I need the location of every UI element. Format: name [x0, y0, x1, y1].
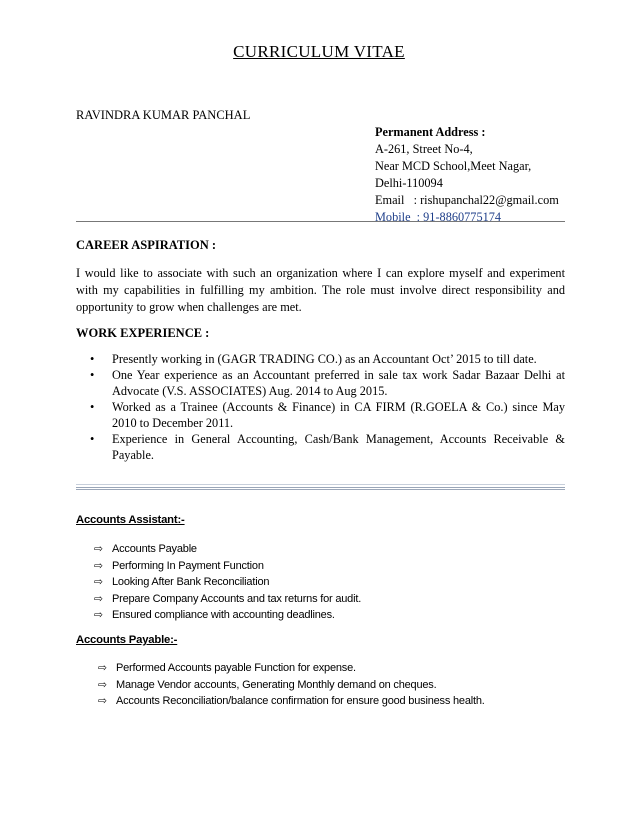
address-line-1: A-261, Street No-4,: [375, 142, 473, 156]
right-arrow-icon: ⇨: [98, 662, 107, 674]
divider-shadow: [76, 484, 565, 485]
list-item: ⇨ Manage Vendor accounts, Generating Monthly demand on cheques.: [98, 677, 485, 694]
payable-list: [98, 660, 485, 710]
list-item: ⇨ Ensured compliance with accounting deadlines.: [94, 607, 361, 624]
list-item: ⇨ Looking After Bank Reconciliation: [94, 574, 361, 591]
career-heading: CAREER ASPIRATION :: [76, 238, 217, 252]
bullet-dot-icon: •: [90, 368, 95, 382]
work-list: [76, 351, 565, 463]
bullet-dot-icon: •: [90, 352, 95, 366]
right-arrow-icon: ⇨: [94, 559, 103, 572]
right-arrow-icon: ⇨: [94, 592, 103, 605]
assistant-heading: Accounts Assistant:-: [76, 514, 185, 526]
divider-middle: [76, 487, 565, 490]
assistant-list: [94, 541, 361, 624]
bullet-dot-icon: •: [90, 432, 95, 446]
career-text: I would like to associate with such an organization where I can explore myself and experiment with my capabilities in fulfilling my ambition. The role must involve direct responsibility and opportunity to grow when challenges are met.: [76, 266, 565, 314]
right-arrow-icon: ⇨: [98, 695, 107, 707]
page-title: CURRICULUM VITAE: [233, 42, 405, 61]
work-item: • Worked as a Trainee (Accounts & Finance) in CA FIRM (R.GOELA & Co.) since May 2010 to December 2011.: [90, 400, 565, 430]
mobile-line: Mobile : 91-8860775174: [375, 210, 502, 224]
email-line: Email : rishupanchal22@gmail.com: [375, 193, 559, 207]
list-item: ⇨ Performing In Payment Function: [94, 558, 361, 575]
address-block: [375, 124, 559, 226]
work-item: • One Year experience as an Accountant preferred in sale tax work Sadar Bazaar Delhi at Advocate (V.S. ASSOCIATES) Aug. 2014 to Aug 2015.: [90, 368, 565, 398]
work-item: • Presently working in (GAGR TRADING CO.) as an Accountant Oct’ 2015 to till date.: [90, 352, 537, 366]
address-heading: Permanent Address :: [375, 125, 486, 139]
work-heading: WORK EXPERIENCE :: [76, 326, 210, 340]
address-line-3: Delhi-110094: [375, 176, 443, 190]
candidate-name: RAVINDRA KUMAR PANCHAL: [76, 108, 251, 122]
list-item: ⇨ Accounts Reconciliation/balance confirmation for ensure good business health.: [98, 693, 485, 710]
payable-heading: Accounts Payable:-: [76, 634, 178, 646]
bullet-dot-icon: •: [90, 400, 95, 414]
work-item: • Experience in General Accounting, Cash/Bank Management, Accounts Receivable & Payable.: [90, 432, 565, 462]
list-item: ⇨ Performed Accounts payable Function for expense.: [98, 660, 485, 677]
list-item: ⇨ Accounts Payable: [94, 541, 361, 558]
address-line-2: Near MCD School,Meet Nagar,: [375, 159, 532, 173]
right-arrow-icon: ⇨: [98, 678, 107, 691]
right-arrow-icon: ⇨: [94, 576, 103, 588]
list-item: ⇨ Prepare Company Accounts and tax returns for audit.: [94, 591, 361, 608]
right-arrow-icon: ⇨: [94, 543, 103, 555]
divider-top: [76, 221, 565, 222]
right-arrow-icon: ⇨: [94, 609, 103, 621]
